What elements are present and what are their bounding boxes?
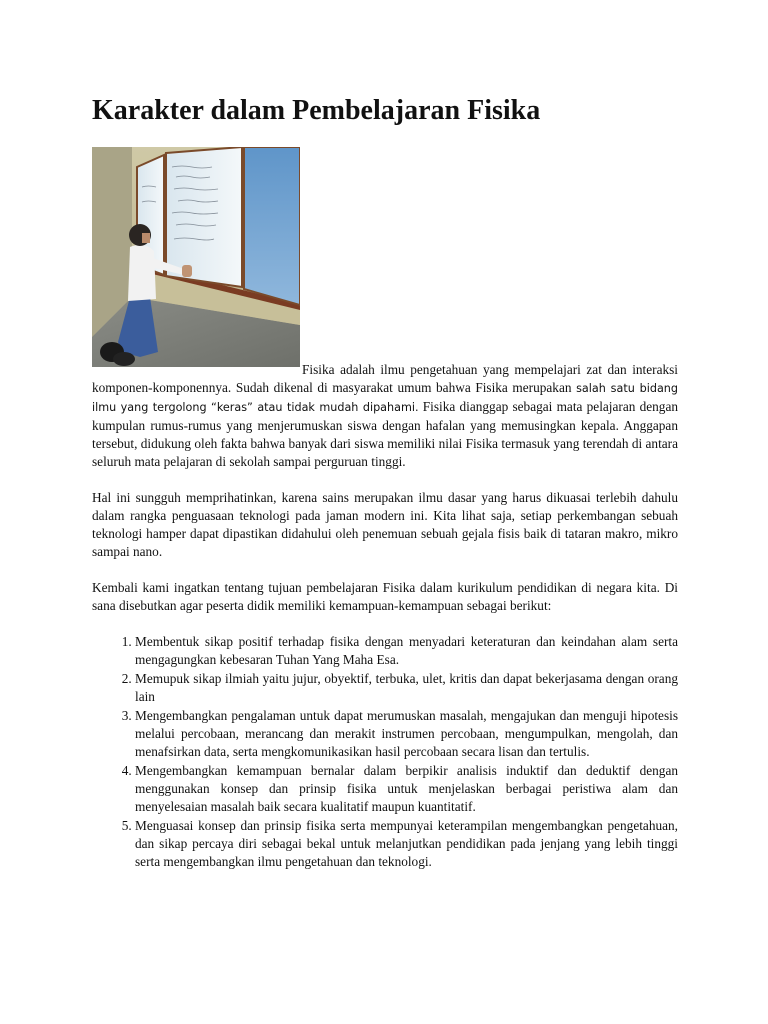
paragraph-2: Hal ini sungguh memprihatinkan, karena sains merupakan ilmu dasar yang harus dikuasai terlebih dahulu dalam rangka penguasaan teknologi pada jaman modern ini. Kita lihat saja, setiap perkembangan sebuah teknologi hamper dapat dipastikan didahului oleh penemuan sebuah gejala fisis baik di tataran makro, mikro sampai nano.	[92, 490, 678, 559]
list-item: 4. Mengembangkan kemampuan bernalar dalam berpikir analisis induktif dan deduktif dengan menggunakan konsep dan prinsip fisika untuk menjelaskan berbagai peristiwa alam dan menyelesaian masalah baik secara kualitatif maupun kuantitatif.	[135, 762, 678, 816]
paragraph-1-part-1: Fisika adalah ilmu pengetahuan yang mempelajari zat dan interaksi komponen-komponennya. Sudah dikenal di masyarakat umum bahwa Fisika merupakan	[92, 362, 678, 395]
article-body	[92, 361, 678, 872]
list-item: 5. Menguasai konsep dan prinsip fisika serta mempunyai keterampilan mengembangkan pengetahuan, dan sikap percaya diri sebagai bekal untuk melanjutkan pendidikan pada jenjang yang lebih tinggi serta mengembangkan ilmu pengetahuan dan teknologi.	[135, 817, 678, 871]
page-title: Karakter dalam Pembelajaran Fisika	[92, 95, 541, 126]
paragraph-1	[92, 361, 678, 471]
list-item: 1. Membentuk sikap positif terhadap fisika dengan menyadari keteraturan dan keindahan alam serta mengagungkan kebesaran Tuhan Yang Maha Esa.	[135, 633, 678, 669]
objectives-list	[92, 633, 678, 871]
paragraph-3: Kembali kami ingatkan tentang tujuan pembelajaran Fisika dalam kurikulum pendidikan di negara kita. Di sana disebutkan agar peserta didik memiliki kemampuan-kemampuan sebagai berikut:	[92, 580, 678, 613]
list-item: 2. Memupuk sikap ilmiah yaitu jujur, obyektif, terbuka, ulet, kritis dan dapat bekerjasama dengan orang lain	[135, 670, 678, 706]
paragraph-1-highlight: salah satu bidang ilmu yang tergolong “keras” atau tidak mudah dipahami.	[92, 382, 679, 414]
list-item: 3. Mengembangkan pengalaman untuk dapat merumuskan masalah, mengajukan dan menguji hipotesis melalui percobaan, merancang dan merakit instrumen percobaan, mengumpulkan, mengolah, dan menafsirkan data, serta mengkomunikasikan hasil percobaan secara lisan dan tertulis.	[135, 707, 678, 761]
classroom-photo	[92, 147, 300, 367]
paragraph-1-part-2: Fisika dianggap sebagai mata pelajaran dengan kumpulan rumus-rumus yang menjerumuskan siswa dengan hafalan yang memusingkan kepala. Anggapan tersebut, didukung oleh fakta bahwa banyak dari siswa memiliki nilai Fisika termasuk yang terendah di antara seluruh mata pelajaran di sekolah sampai perguruan tinggi.	[92, 399, 679, 469]
